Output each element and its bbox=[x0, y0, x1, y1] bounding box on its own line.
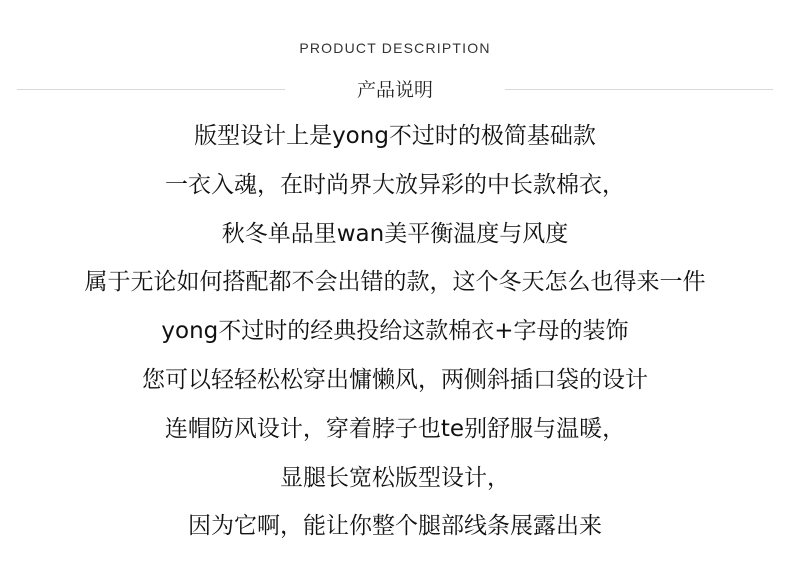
description-line: 连帽防风设计，穿着脖子也te别舒服与温暖， bbox=[164, 415, 626, 442]
description-line: 您可以轻轻松松穿出慵懒风，两侧斜插口袋的设计 bbox=[142, 366, 648, 393]
section-title-zh: 产品说明 bbox=[356, 79, 433, 101]
description-text bbox=[0, 112, 790, 551]
description-line: 因为它啊，能让你整个腿部线条展露出来 bbox=[188, 513, 602, 540]
section-title-en: PRODUCT DESCRIPTION bbox=[299, 40, 491, 56]
description-line: 版型设计上是yong不过时的极简基础款 bbox=[194, 123, 596, 149]
description-line: 秋冬单品里wan美平衡温度与风度 bbox=[221, 220, 569, 247]
description-line: yong不过时的经典投给这款棉衣+字母的装饰 bbox=[161, 318, 629, 345]
description-line: 一衣入魂，在时尚界大放异彩的中长款棉衣， bbox=[165, 171, 625, 198]
description-line: 属于无论如何搭配都不会出错的款，这个冬天怎么也得来一件 bbox=[84, 269, 706, 296]
section-title-zh-row bbox=[0, 76, 790, 104]
description-line: 显腿长宽松版型设计， bbox=[280, 464, 510, 491]
